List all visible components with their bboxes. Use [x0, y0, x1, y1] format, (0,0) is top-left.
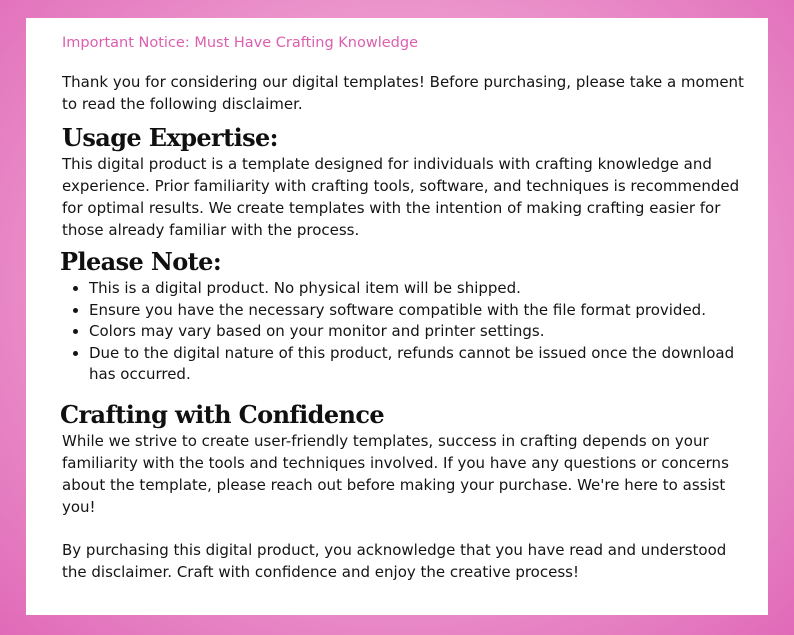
list-item: • Ensure you have the necessary software compatible with the file format provided. [89, 300, 748, 322]
closing-paragraph: By purchasing this digital product, you acknowledge that you have read and understood the disclaimer. Craft with confidence and enjoy the creative process! [62, 540, 727, 581]
list-item: • This is a digital product. No physical item will be shipped. [89, 278, 748, 300]
crafting-confidence-body: While we strive to create user-friendly templates, success in crafting depends on your familiarity with the tools and techniques involved. If you have any questions or concerns about the template, please reach out before making your purchase. We're here to assist you! [62, 431, 729, 516]
notice-heading: Important Notice: Must Have Crafting Knowledge [62, 35, 419, 51]
list-item: • Due to the digital nature of this product, refunds cannot be issued once the download has occurred. [89, 343, 748, 386]
please-note-title: Please Note: [60, 247, 222, 276]
usage-expertise-body: This digital product is a template designed for individuals with crafting knowledge and experience. Prior familiarity with crafting tools, software, and techniques is recommended for optimal results. We create templates with the intention of making crafting easier for those already familiar with the process. [62, 155, 740, 239]
disclaimer-panel [26, 18, 768, 615]
usage-expertise-title: Usage Expertise: [62, 123, 278, 152]
intro-paragraph: Thank you for considering our digital templates! Before purchasing, please take a moment to read the following disclaimer. [62, 73, 744, 113]
please-note-list [62, 278, 748, 386]
crafting-confidence-title: Crafting with Confidence [60, 399, 385, 429]
list-item: • Colors may vary based on your monitor and printer settings. [89, 321, 748, 343]
